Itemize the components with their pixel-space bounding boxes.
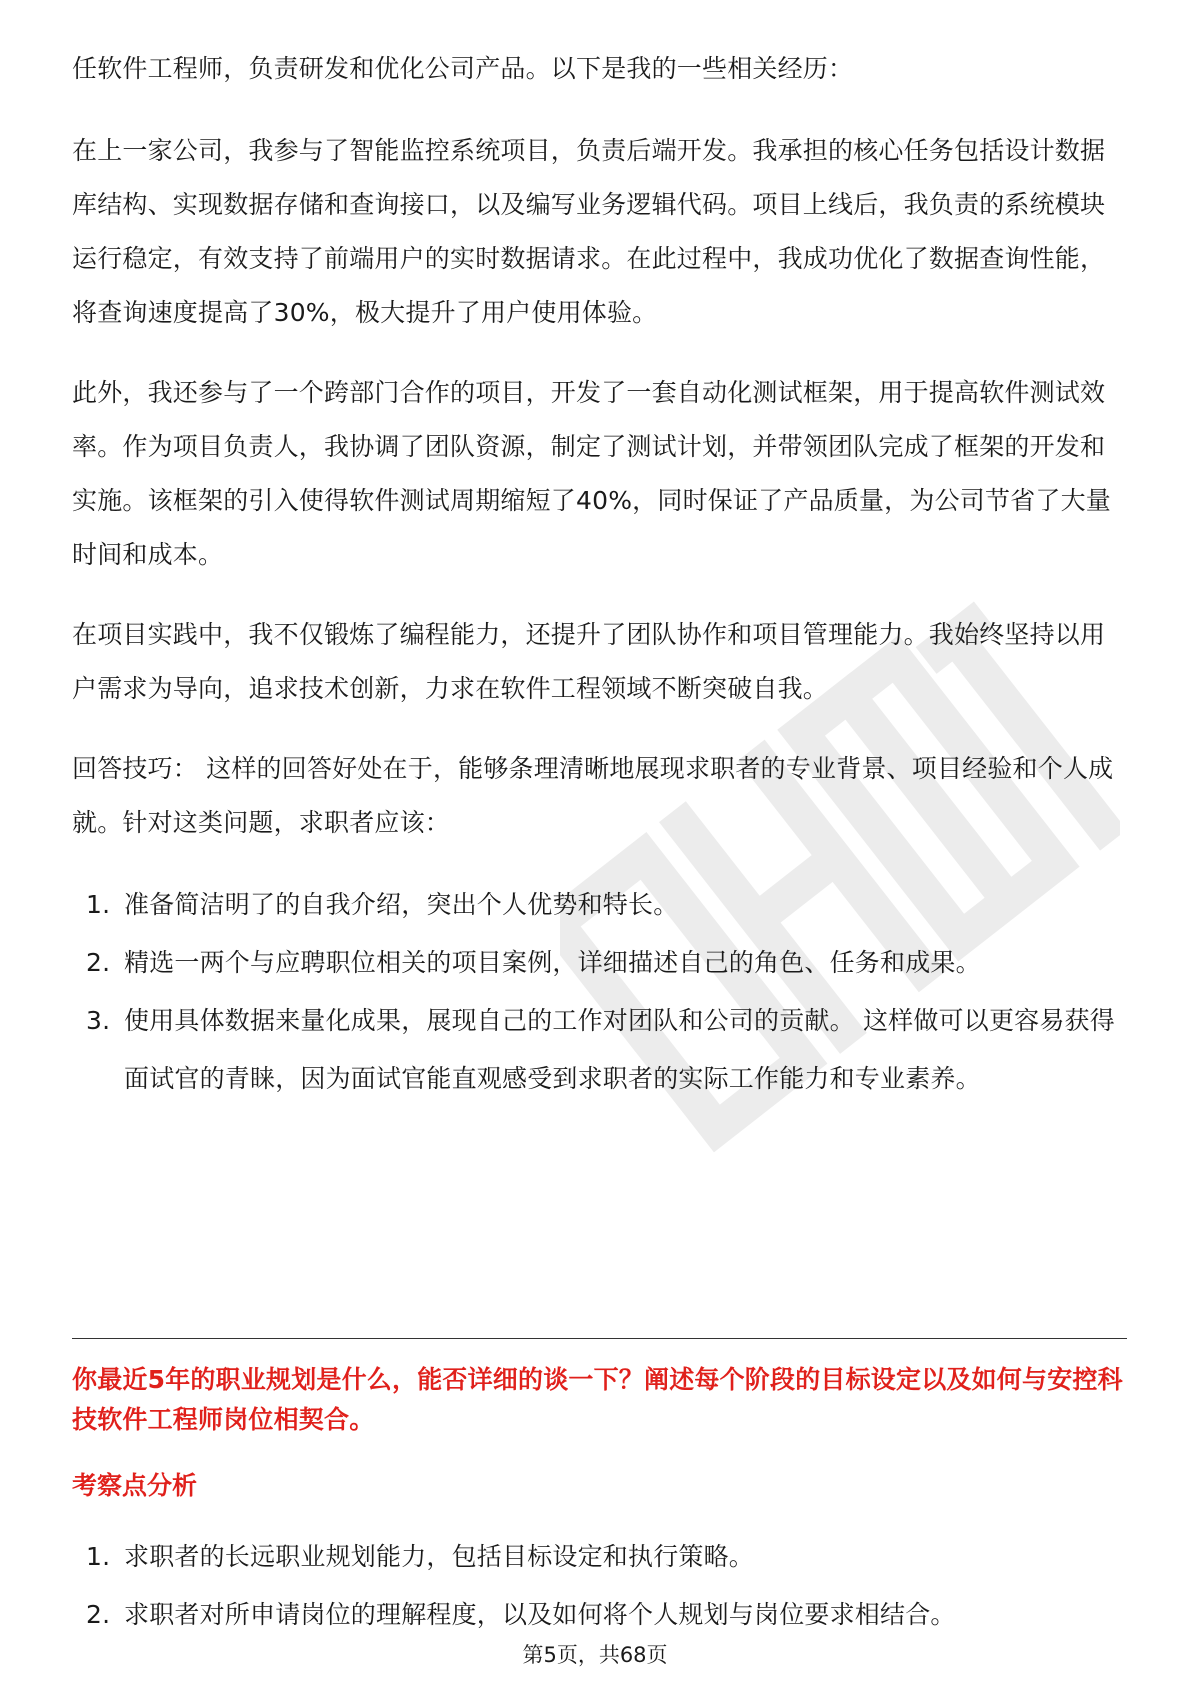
- list-item-text: 使用具体数据来量化成果，展现自己的工作对团队和公司的贡献。 这样做可以更容易获得面试官的青睐，因为面试官能直观感受到求职者的实际工作能力和专业素养。: [124, 1006, 1115, 1093]
- page-footer: 第5页，共68页: [522, 1643, 668, 1667]
- list-item-number: 2.: [86, 948, 111, 977]
- experience-paragraph-1: 在上一家公司，我参与了智能监控系统项目，负责后端开发。我承担的核心任务包括设计数据库结构、实现数据存储和查询接口，以及编写业务逻辑代码。项目上线后，我负责的系统模块运行稳定，有效支持了前端用户的实时数据请求。在此过程中，我成功优化了数据查询性能，将查询速度提高了30%，极大提升了用户使用体验。: [72, 136, 1106, 327]
- answer-tips-list: [72, 876, 1127, 1108]
- answer-tips-paragraph: 回答技巧： 这样的回答好处在于，能够条理清晰地展现求职者的专业背景、项目经验和个人成就。针对这类问题，求职者应该：: [72, 754, 1114, 837]
- intro-paragraph: 任软件工程师，负责研发和优化公司产品。以下是我的一些相关经历：: [72, 54, 854, 83]
- section-divider: [72, 1338, 1127, 1339]
- list-item-text: 求职者对所申请岗位的理解程度，以及如何将个人规划与岗位要求相结合。: [124, 1600, 956, 1629]
- main-content: [72, 42, 1127, 1108]
- list-item-text: 准备简洁明了的自我介绍，突出个人优势和特长。: [124, 890, 679, 919]
- experience-paragraph-3: 在项目实践中，我不仅锻炼了编程能力，还提升了团队协作和项目管理能力。我始终坚持以用户需求为导向，追求技术创新，力求在软件工程领域不断突破自我。: [72, 620, 1106, 703]
- list-item: [72, 1586, 1127, 1644]
- analysis-heading: 考察点分析: [72, 1471, 198, 1500]
- list-item-number: 2.: [86, 1600, 111, 1629]
- list-item: [72, 992, 1127, 1108]
- interview-question: 你最近5年的职业规划是什么，能否详细的谈一下？阐述每个阶段的目标设定以及如何与安控科技软件工程师岗位相契合。: [72, 1365, 1123, 1434]
- list-item-text: 求职者的长远职业规划能力，包括目标设定和执行策略。: [124, 1542, 755, 1571]
- experience-paragraph-2: 此外，我还参与了一个跨部门合作的项目，开发了一套自动化测试框架，用于提高软件测试效率。作为项目负责人，我协调了团队资源，制定了测试计划，并带领团队完成了框架的开发和实施。该框架的引入使得软件测试周期缩短了40%，同时保证了产品质量，为公司节省了大量时间和成本。: [72, 378, 1111, 569]
- list-item: [72, 934, 1127, 992]
- list-item-number: 3.: [86, 1006, 111, 1035]
- list-item-number: 1.: [86, 890, 111, 919]
- list-item: [72, 1528, 1127, 1586]
- list-item: [72, 876, 1127, 934]
- list-item-text: 精选一两个与应聘职位相关的项目案例，详细描述自己的角色、任务和成果。: [124, 948, 981, 977]
- list-item-number: 1.: [86, 1542, 111, 1571]
- analysis-list: [72, 1528, 1127, 1644]
